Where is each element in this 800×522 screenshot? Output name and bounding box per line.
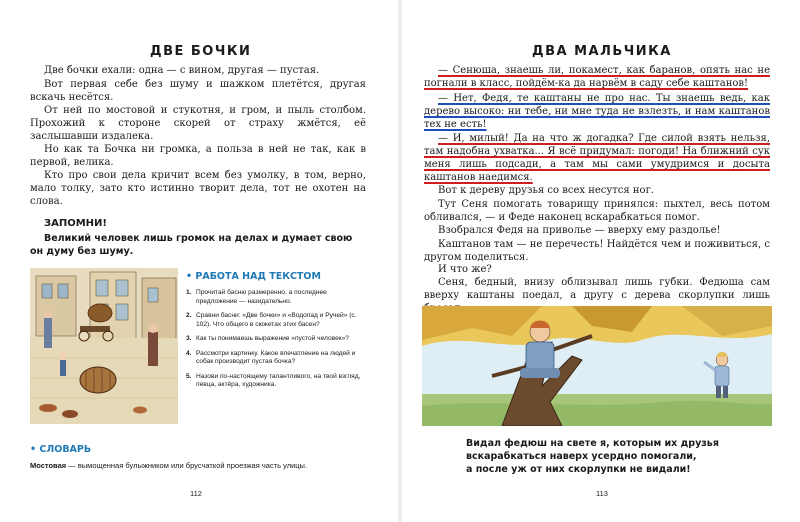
right-page-title: ДВА МАЛЬЧИКА bbox=[532, 44, 672, 59]
task-item-1 bbox=[186, 289, 366, 306]
moral-line-3: а после уж от них скорлупки не видали! bbox=[466, 464, 691, 475]
vocabulary-entry bbox=[30, 461, 370, 470]
task-text: Назови по-настоящему талантливого, на твой взгляд, певца, актёра, художника. bbox=[196, 372, 361, 388]
underlined-dialog-3: — И, милый! Да на что ж догадка? Где силой взять нельзя, там надобна ухватка... Я всё придумал: погоди! На ближний сук меня лишь подсади, а там мы сами умудримся и досыта каштанов наедимся. bbox=[424, 133, 770, 183]
story-paragraph-5: И что же? bbox=[438, 264, 492, 275]
task-number: 5. bbox=[186, 372, 192, 380]
poem-paragraph-1: Две бочки ехали: одна — с вином, другая — пустая. bbox=[44, 65, 320, 76]
vocabulary-definition: — вымощенная булыжником или брусчаткой проезжая часть улицы. bbox=[66, 461, 308, 470]
task-number: 3. bbox=[186, 335, 192, 342]
underlined-dialog-1: — Сенюша, знаешь ли, покамест, как баранов, опять нас не погнали в класс, пойдём-ка да нарвём в саду себе каштанов! bbox=[424, 65, 770, 89]
task-number: 1. bbox=[186, 289, 192, 296]
task-number: 2. bbox=[186, 312, 192, 319]
task-text: Прочитай басню размеренно, а последнее предложение — назидательно. bbox=[196, 289, 327, 305]
story-paragraph-6: Сеня, бедный, внизу облизывал лишь губки. Федюша сам вверху каштаны поедал, а другу с дерева скорлупки лишь bbox=[424, 277, 770, 301]
vocabulary-heading: • СЛОВАРЬ bbox=[30, 444, 92, 455]
story-paragraph-3: Взобрался Федя на приволье — вверху ему раздолье! bbox=[438, 225, 721, 236]
remember-text: Великий человек лишь громок на делах и думает свою он думу без шуму. bbox=[30, 233, 353, 257]
right-page-number: 113 bbox=[596, 489, 608, 498]
task-number: 4. bbox=[186, 349, 192, 357]
task-text: Как ты понимаешь выражение «пустой человек»? bbox=[196, 335, 349, 342]
task-item-2 bbox=[186, 312, 366, 329]
work-section-heading: • РАБОТА НАД ТЕКСТОМ bbox=[186, 271, 321, 282]
dialog-line-2 bbox=[424, 92, 770, 131]
poem-paragraph-2: Вот первая себе без шуму и шажком плетётся, другая вскачь несётся. bbox=[30, 79, 366, 103]
left-page-title: ДВЕ БОЧКИ bbox=[150, 44, 252, 59]
dialog-line-1 bbox=[424, 64, 770, 90]
task-list bbox=[186, 289, 366, 396]
story-paragraph-2: Тут Сеня помогать товарищу принялся: пыхтел, весь потом обливался, — и Феде наконец вскарабкаться помог. bbox=[424, 199, 770, 223]
task-item-5 bbox=[186, 373, 366, 390]
poem-paragraph-5: Кто про свои дела кричит всем без умолку, в том, верно, мало толку, зато кто истинно творит дела, тот не охотен на слова. bbox=[30, 170, 366, 207]
story-paragraph-1: Вот к дереву друзья со всех несутся ног. bbox=[438, 185, 654, 196]
two-barrels-illustration bbox=[30, 268, 178, 424]
two-boys-illustration bbox=[422, 306, 772, 426]
task-item-3 bbox=[186, 335, 366, 344]
dialog-line-3 bbox=[424, 132, 770, 184]
story-paragraph-4: Каштанов там — не перечесть! Найдётся чем и поживиться, с другом поделиться. bbox=[424, 239, 770, 263]
task-item-4 bbox=[186, 350, 366, 367]
poem-paragraph-3: От ней по мостовой и стукотня, и гром, и пыль столбом. Прохожий к стороне скорей от страху жмётся, её заслышавши издалека. bbox=[30, 105, 366, 142]
poem-paragraph-4: Но как та Бочка ни громка, а польза в ней не так, как в первой, велика. bbox=[30, 144, 366, 168]
task-text: Рассмотри картинку. Какое впечатление на людей и собак производит пустая бочка? bbox=[196, 349, 356, 365]
underlined-dialog-2: — Нет, Федя, те каштаны не про нас. Ты знаешь ведь, как дерево высоко: ни тебе, ни мне туда не взлезть, и нам каштанов тех не есть! bbox=[424, 93, 770, 130]
moral-line-1: Видал федюш на свете я, которым их друзья bbox=[466, 438, 719, 449]
left-page-number: 112 bbox=[190, 489, 202, 498]
moral-line-2: вскарабкаться наверх усердно помогали, bbox=[466, 451, 697, 462]
vocabulary-term: Мостовая bbox=[30, 461, 67, 470]
right-page bbox=[400, 0, 800, 522]
task-text: Сравни басни: «Две бочки» и «Водопад и Ручей» (с. 102). Что общего в сюжетах этих басен? bbox=[196, 312, 357, 328]
remember-heading: ЗАПОМНИ! bbox=[44, 218, 107, 229]
